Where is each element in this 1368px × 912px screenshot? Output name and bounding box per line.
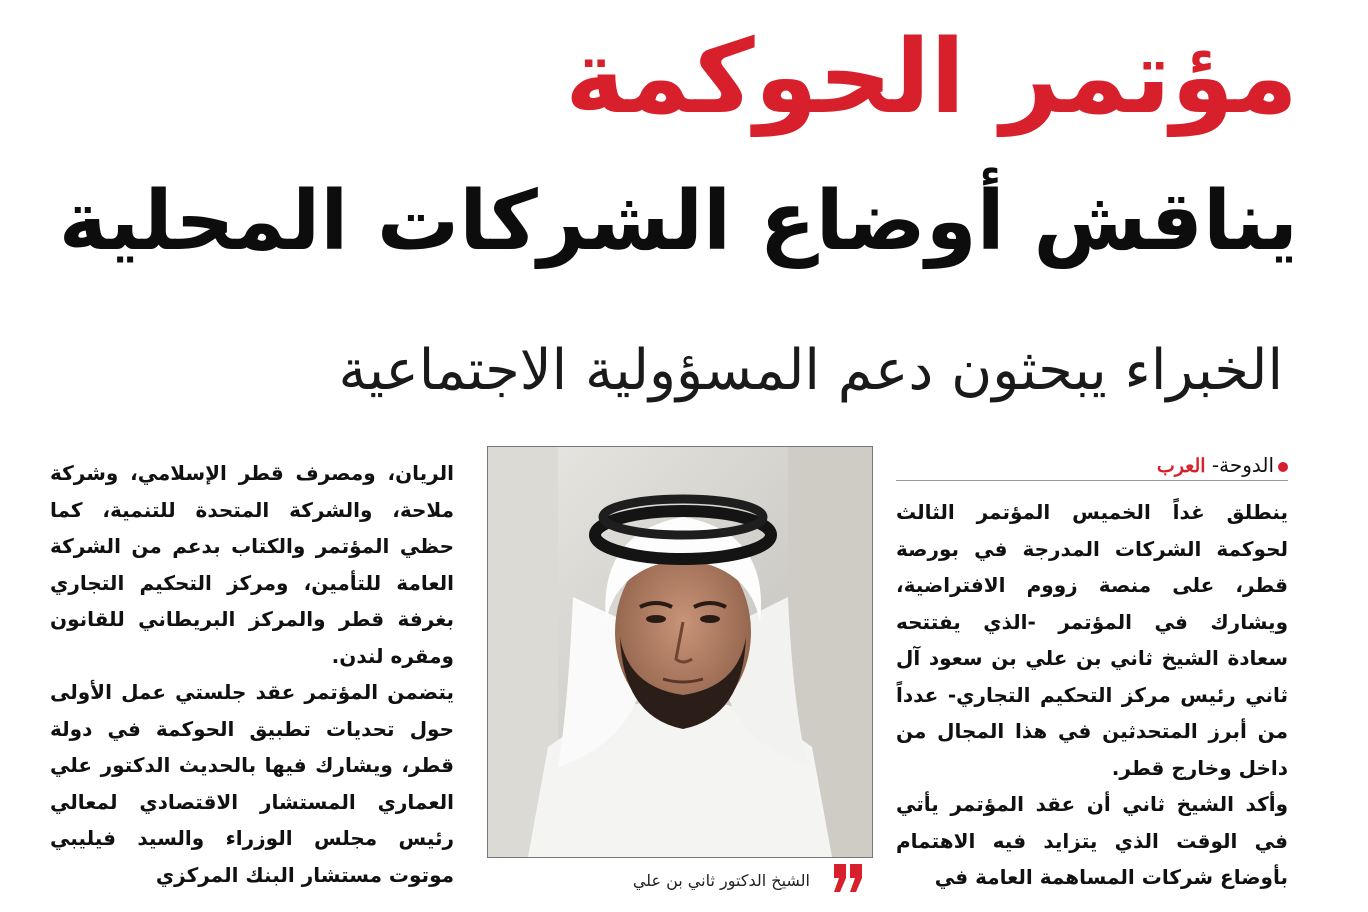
dateline bbox=[896, 450, 1288, 481]
paragraph: الريان، ومصرف قطر الإسلامي، وشركة ملاحة، والشركة المتحدة للتنمية، كما حظي المؤتمر والكتاب بدعم من الشركة العامة للتأمين، ومركز التحكيم التجاري بغرفة قطر والمركز البريطاني للقانون ومقره لندن. bbox=[50, 461, 454, 668]
paragraph: يتضمن المؤتمر عقد جلستي عمل الأولى حول تحديات تطبيق الحوكمة في دولة قطر، ويشارك فيها بالحديث الدكتور علي العماري المستشار الاقتصادي لمعالي رئيس مجلس الوزراء والسيد فيليبي موتوت مستشار البنك المركزي bbox=[50, 680, 454, 887]
headline: مؤتمر الحوكمة bbox=[564, 18, 1298, 137]
paragraph: ينطلق غداً الخميس المؤتمر الثالث لحوكمة الشركات المدرجة في بورصة قطر، على منصة زووم الافتراضية، ويشارك في المؤتمر -الذي يفتتحه سعادة الشيخ ثاني بن علي بن سعود آل ثاني رئيس مركز التحكيم التجاري- عدداً من أبرز المتحدثين في هذا المجال من داخل وخارج قطر. bbox=[896, 500, 1288, 780]
article-column-left bbox=[50, 455, 454, 893]
newspaper-logo: العرب bbox=[1156, 455, 1206, 477]
portrait-illustration bbox=[488, 447, 872, 857]
paragraph: وأكد الشيخ ثاني أن عقد المؤتمر يأتي في الوقت الذي يتزايد فيه الاهتمام بأوضاع شركات المساهمة العامة في bbox=[896, 792, 1288, 889]
dateline-city: الدوحة- bbox=[1211, 453, 1274, 477]
bullet-dot-icon bbox=[1278, 462, 1288, 472]
quote-mark-icon bbox=[828, 858, 868, 898]
subheadline: يناقش أوضاع الشركات المحلية bbox=[58, 174, 1298, 269]
deck: الخبراء يبحثون دعم المسؤولية الاجتماعية bbox=[338, 338, 1283, 403]
article-column-right bbox=[896, 494, 1288, 896]
portrait-photo bbox=[487, 446, 873, 858]
photo-caption: الشيخ الدكتور ثاني بن علي bbox=[632, 871, 810, 890]
